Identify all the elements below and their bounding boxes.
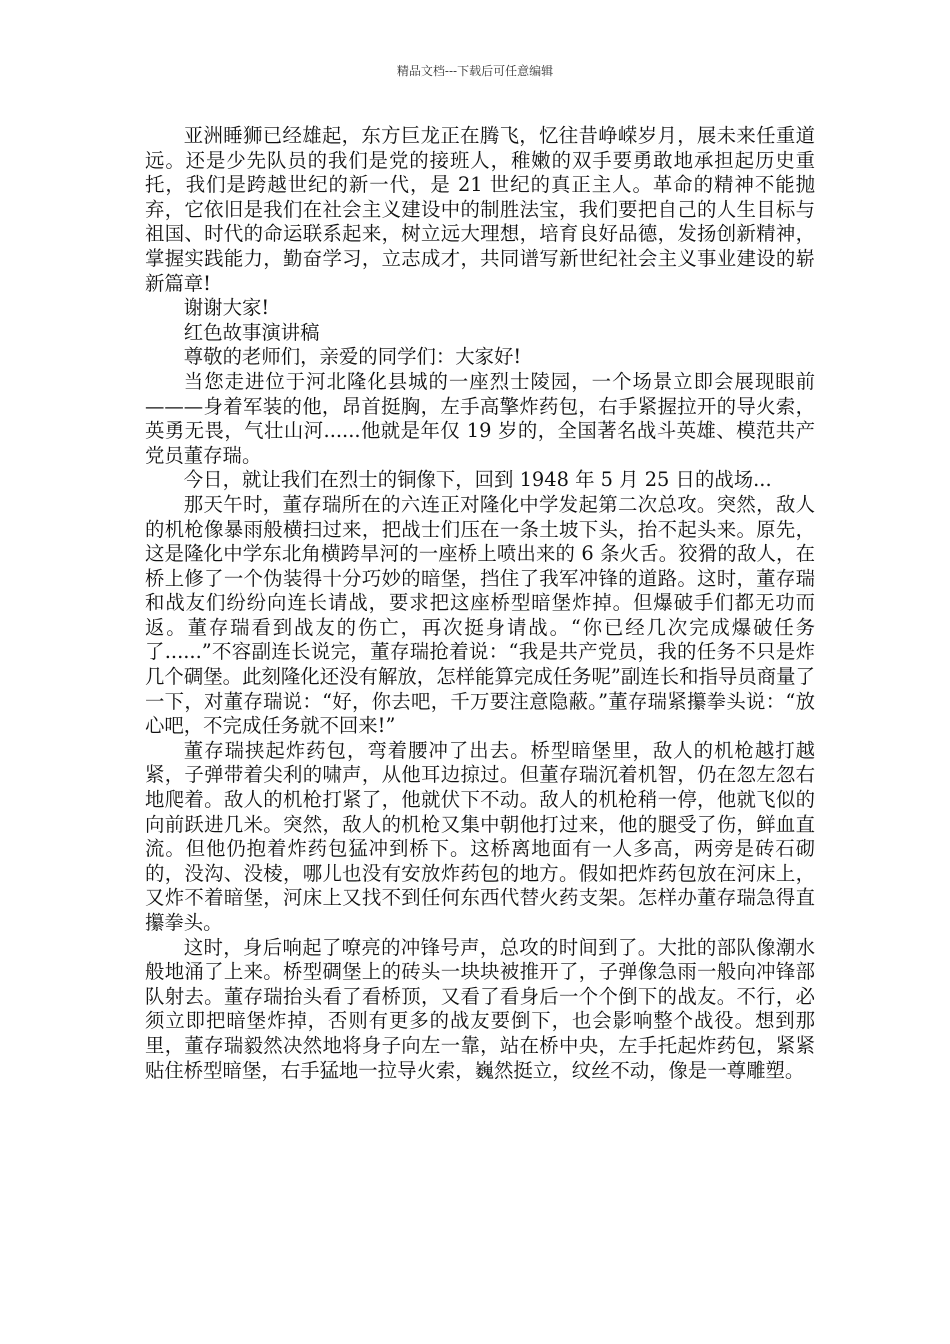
paragraph-greeting: 尊敬的老师们，亲爱的同学们：大家好! bbox=[183, 345, 522, 369]
paragraph-battlefield: 今日，就让我们在烈士的铜像下，回到 1948 年 5 月 25 日的战场... bbox=[183, 468, 772, 492]
document-body bbox=[145, 124, 815, 1083]
paragraph-assault: 那天午时，董存瑞所在的六连正对隆化中学发起第二次总攻。突然，敌人的机枪像暴雨般横扫过来，把战士们压在一条土坡下头，抬不起头来。原先，这是隆化中学东北角横跨旱河的一座桥上喷出来的 6 条火舌。狡猾的敌人，在桥上修了一个伪装得十分巧妙的暗堡，挡住了我军冲锋的道路。这时，董存瑞和战友们纷纷向连长请战，要求把这座桥型暗堡炸掉。但爆破手们都无功而返。董存瑞看到战友的伤亡，再次挺身请战。“你已经几次完成爆破任务了......”不容副连长说完，董存瑞抢着说：“我是共产党员，我的任务不只是炸几个碉堡。此刻隆化还没有解放，怎样能算完成任务呢”副连长和指导员商量了一下，对董存瑞说：“好，你去吧，千万要注意隐蔽。”董存瑞紧攥拳头说：“放心吧，不完成任务就不回来!” bbox=[145, 492, 815, 738]
paragraph-closing-speech: 亚洲睡狮已经雄起，东方巨龙正在腾飞，忆往昔峥嵘岁月，展未来任重道远。还是少先队员的我们是党的接班人，稚嫩的双手要勇敢地承担起历史重托，我们是跨越世纪的新一代，是 21 世纪的真正主人。革命的精神不能抛弃，它依旧是我们在社会主义建设中的制胜法宝，我们要把自己的人生目标与祖国、时代的命运联系起来，树立远大理想，培育良好品德，发扬创新精神，掌握实践能力，勤奋学习，立志成才，共同谱写新世纪社会主义事业建设的崭新篇章! bbox=[145, 124, 815, 295]
paragraph-sacrifice: 这时，身后响起了嘹亮的冲锋号声，总攻的时间到了。大批的部队像潮水般地涌了上来。桥型碉堡上的砖头一块块被推开了，子弹像急雨一般向冲锋部队射去。董存瑞抬头看了看桥顶，又看了看身后一个个倒下的战友。不行，必须立即把暗堡炸掉，否则有更多的战友要倒下，也会影响整个战役。想到那里，董存瑞毅然决然地将身子向左一靠，站在桥中央，左手托起炸药包，紧紧贴住桥型暗堡，右手猛地一拉导火索，巍然挺立，纹丝不动，像是一尊雕塑。 bbox=[145, 935, 815, 1082]
page-header: 精品文档---下载后可任意编辑 bbox=[396, 64, 554, 78]
paragraph-memorial: 当您走进位于河北隆化县城的一座烈士陵园，一个场景立即会展现眼前———身着军装的他，昂首挺胸，左手高擎炸药包，右手紧握拉开的导火索，英勇无畏，气壮山河......他就是年仅 19 岁的，全国著名战斗英雄、模范共产党员董存瑞。 bbox=[145, 369, 815, 467]
paragraph-charge: 董存瑞挟起炸药包，弯着腰冲了出去。桥型暗堡里，敌人的机枪越打越紧，子弹带着尖利的啸声，从他耳边掠过。但董存瑞沉着机智，仍在忽左忽右地爬着。敌人的机枪打紧了，他就伏下不动。敌人的机枪稍一停，他就飞似的向前跃进几米。突然，敌人的机枪又集中朝他打过来，他的腿受了伤，鲜血直流。但他仍抱着炸药包猛冲到桥下。这桥离地面有一人多高，两旁是砖石砌的，没沟、没棱，哪儿也没有安放炸药包的地方。假如把炸药包放在河床上，又炸不着暗堡，河床上又找不到任何东西代替火药支架。怎样办董存瑞急得直攥拳头。 bbox=[145, 738, 815, 934]
paragraph-thanks: 谢谢大家! bbox=[183, 296, 270, 320]
speech-title: 红色故事演讲稿 bbox=[183, 320, 320, 344]
